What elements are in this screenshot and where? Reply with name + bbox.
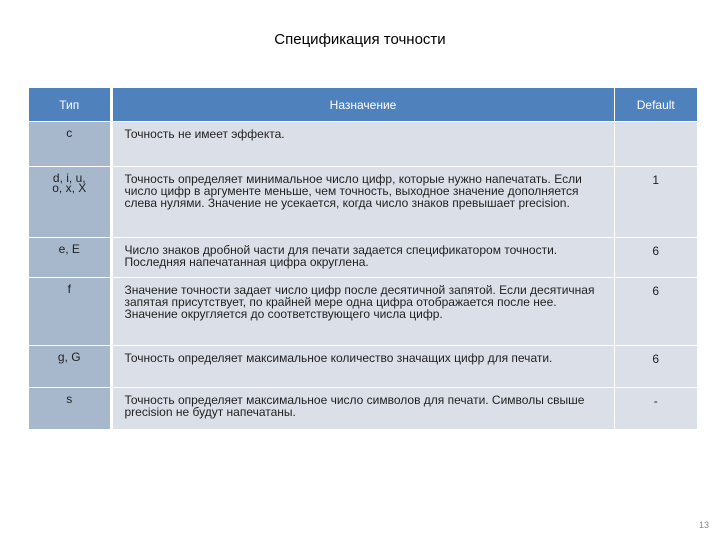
description-cell: Значение точности задает число цифр после десятичной запятой. Если десятичная запятая присутствует, по крайней мере одна цифра отображается после нее. Значение округляется до соответствующего числа цифр. xyxy=(111,278,614,346)
description-cell: Точность определяет максимальное количество значащих цифр для печати. xyxy=(111,346,614,388)
default-cell: 6 xyxy=(614,346,697,388)
description-cell: Точность определяет максимальное число символов для печати. Символы свыше precision не будут напечатаны. xyxy=(111,388,614,430)
type-cell: s xyxy=(29,388,111,430)
table-row xyxy=(29,278,697,346)
type-cell-text: d, i, u, o, x, X xyxy=(52,171,87,195)
precision-spec-table xyxy=(29,88,697,430)
description-cell: Число знаков дробной части для печати задается спецификатором точности. Последняя напечатанная цифра округлена. xyxy=(111,238,614,278)
default-cell: 6 xyxy=(614,238,697,278)
default-cell: 6 xyxy=(614,278,697,346)
header-purpose: Назначение xyxy=(111,88,614,122)
type-cell: g, G xyxy=(29,346,111,388)
table-header-row xyxy=(29,88,697,122)
table-row xyxy=(29,122,697,167)
type-cell: c xyxy=(29,122,111,167)
type-cell xyxy=(29,167,111,238)
table-row xyxy=(29,238,697,278)
description-cell: Точность определяет минимальное число цифр, которые нужно напечатать. Если число цифр в аргументе меньше, чем точность, выходное значение дополняется слева нулями. Значение не усекается, когда число знаков превышает precision. xyxy=(111,167,614,238)
table-row xyxy=(29,167,697,238)
table-row xyxy=(29,388,697,430)
slide-title: Спецификация точности xyxy=(274,31,446,48)
default-cell: 1 xyxy=(614,167,697,238)
table-row xyxy=(29,346,697,388)
page-number: 13 xyxy=(698,520,709,530)
default-cell: - xyxy=(614,388,697,430)
default-cell xyxy=(614,122,697,167)
type-cell: e, E xyxy=(29,238,111,278)
header-default: Default xyxy=(614,88,697,122)
header-type: Тип xyxy=(29,88,111,122)
description-cell: Точность не имеет эффекта. xyxy=(111,122,614,167)
type-cell: f xyxy=(29,278,111,346)
